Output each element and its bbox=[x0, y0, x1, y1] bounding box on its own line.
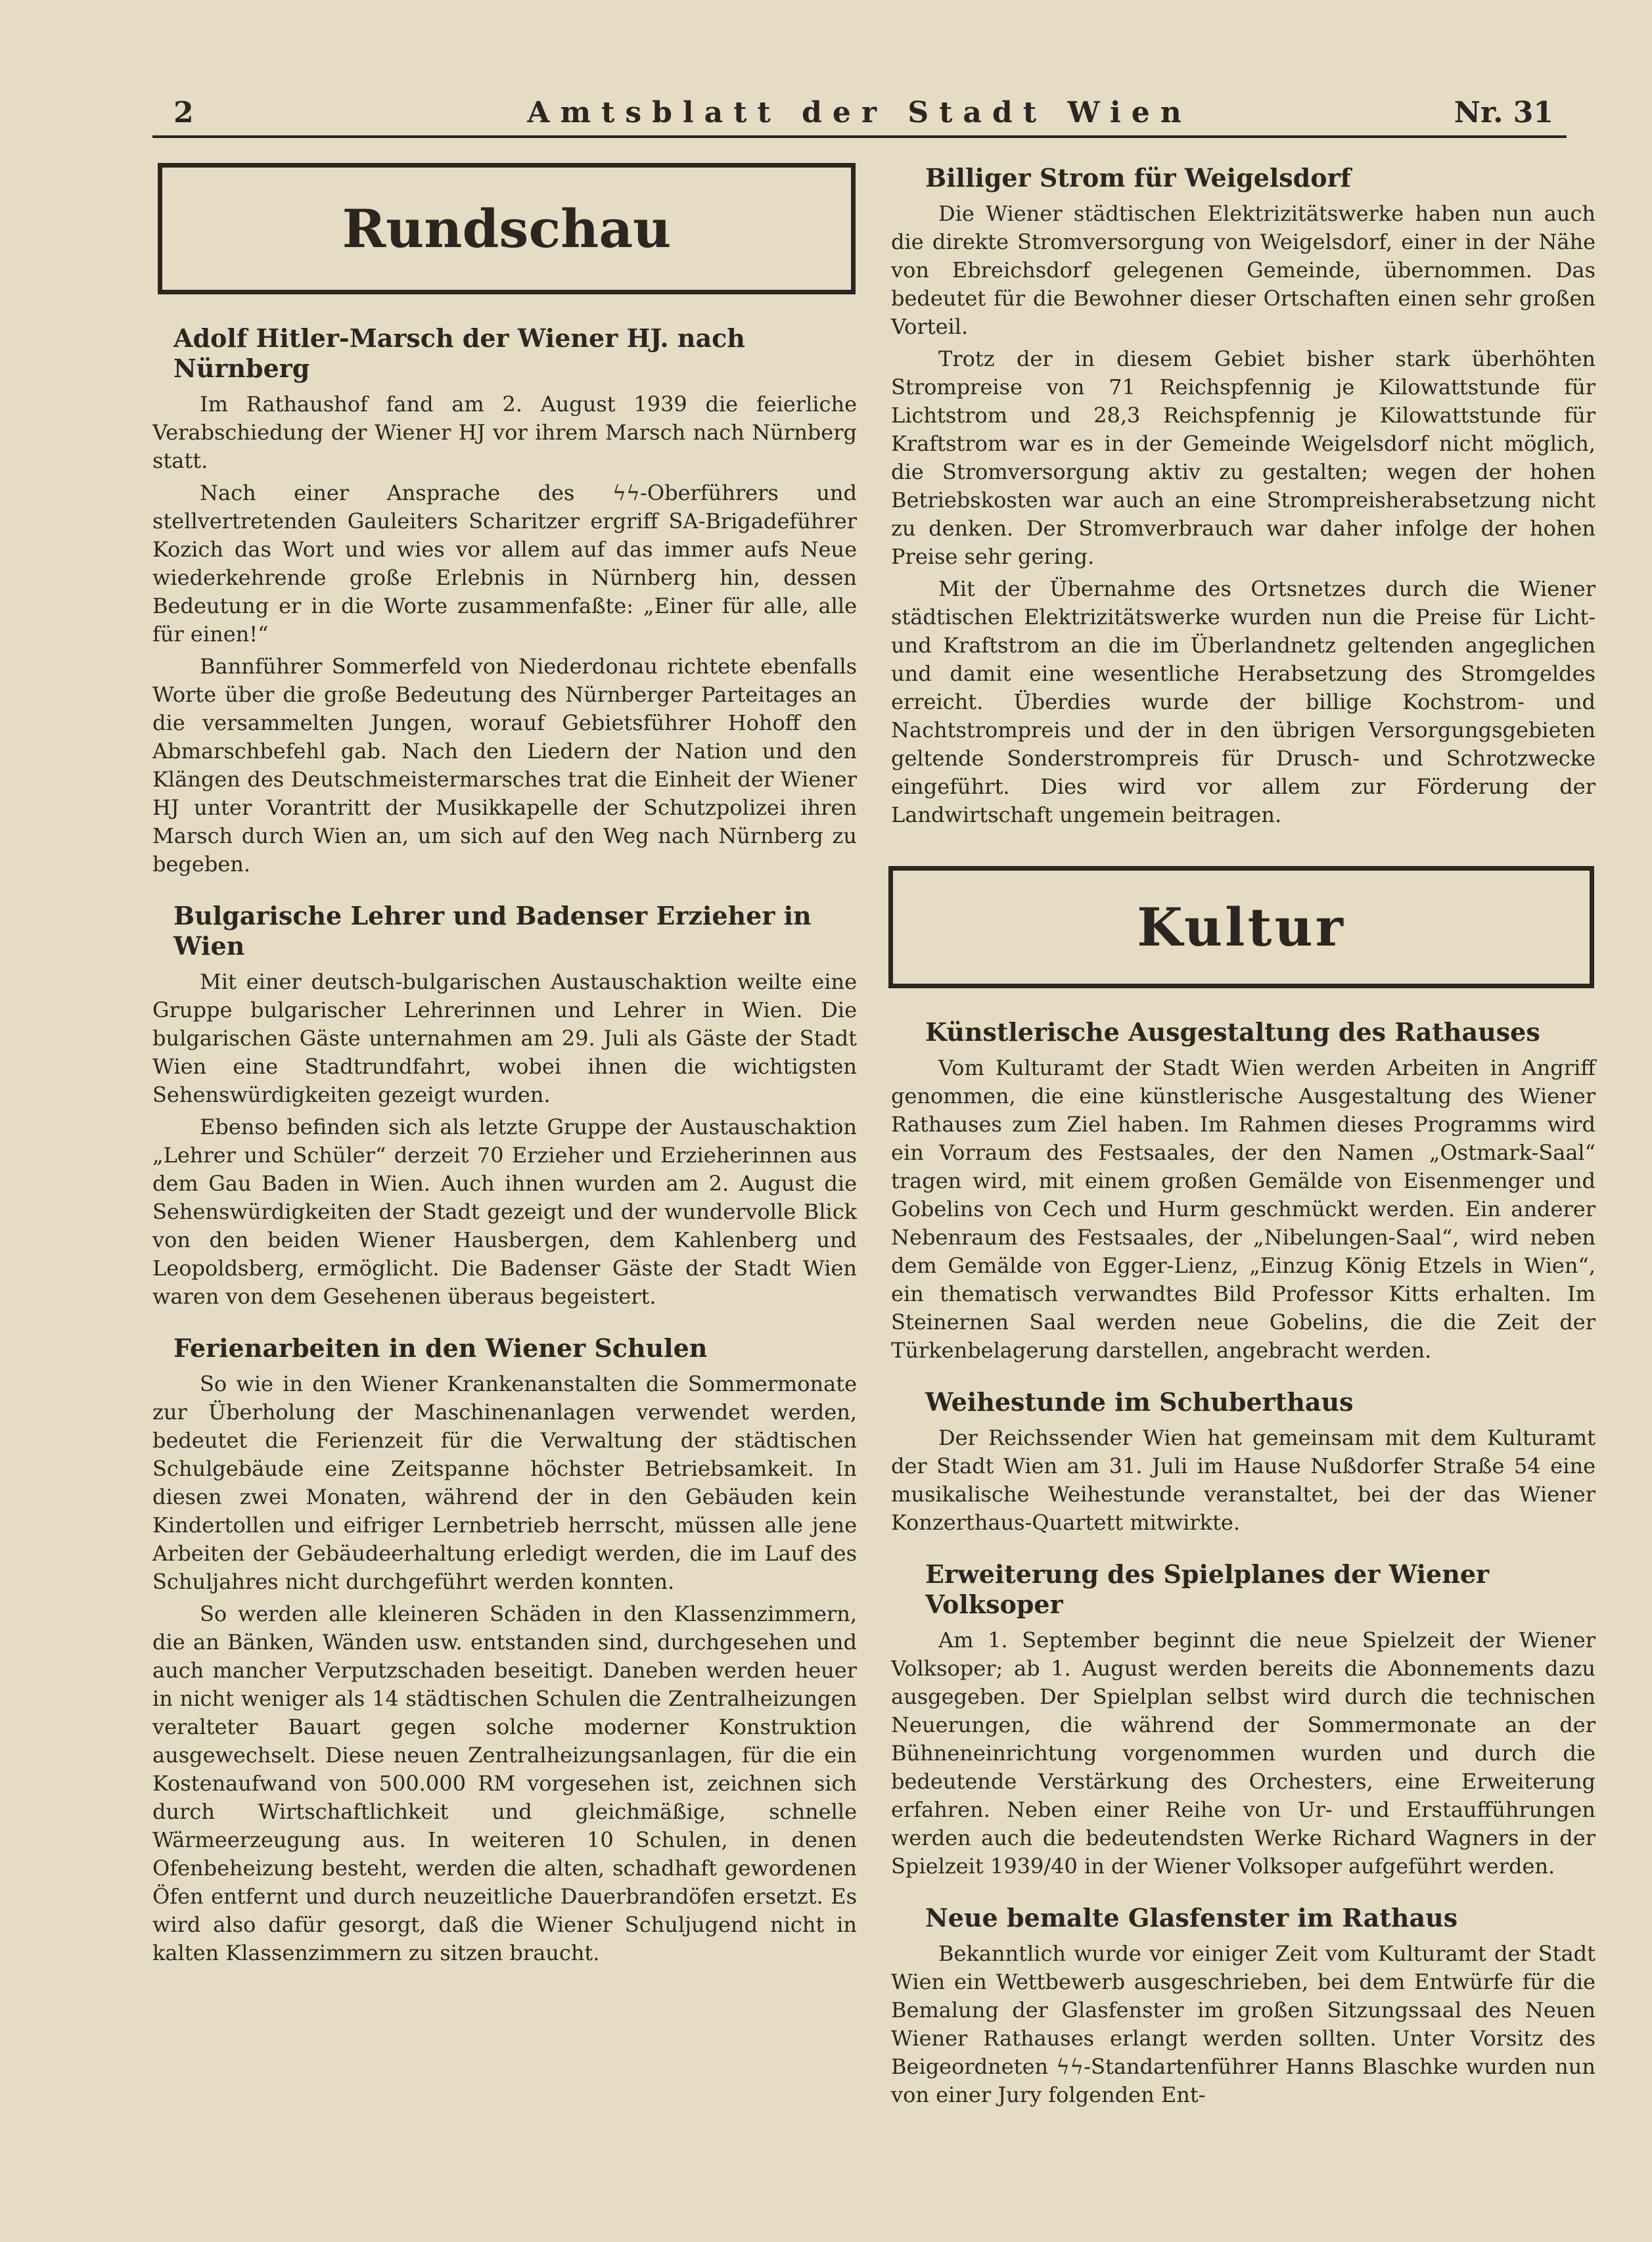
right-column bbox=[891, 163, 1595, 2132]
article bbox=[152, 901, 857, 1311]
article-paragraph: Nach einer Ansprache des ϟϟ-Oberführers und stellvertretenden Gauleiters Scharitzer ergriff SA-Brigadeführer Kozich das Wort und wies vor allem auf das immer aufs Neue wiederkehrende große Erlebnis in Nürnberg hin, dessen Bedeutung er in die Worte zusammenfaßte: „Einer für alle, alle für einen!“ bbox=[152, 480, 857, 647]
article-heading: Bulgarische Lehrer und Badenser Erzieher in Wien bbox=[173, 901, 812, 961]
article-paragraph: Der Reichssender Wien hat gemeinsam mit dem Kulturamt der Stadt Wien am 31. Juli im Hause Nußdorfer Straße 54 eine musikalische Weihestunde veranstaltet, bei der das Wiener Konzerthaus-Quartett mitwirkte. bbox=[891, 1425, 1595, 1535]
article-heading: Adolf Hitler-Marsch der Wiener HJ. nach Nürnberg bbox=[173, 323, 745, 383]
article-paragraph: Mit der Übernahme des Ortsnetzes durch die Wiener städtischen Elektrizitätswerke wurden nun die Preise für Licht- und Kraftstrom an die im Überlandnetz geltenden angeglichen und damit eine wesentliche Herabsetzung des Stromgeldes erreicht. Überdies wurde der billige Kochstrom- und Nachtstrompreis und der in den übrigen Versorgungsgebieten geltende Sonderstrompreis für Drusch- und Schrotzwecke eingeführt. Dies wird vor allem zur Förderung der Landwirtschaft ungemein beitragen. bbox=[891, 576, 1595, 827]
page-header bbox=[152, 92, 1567, 134]
section-title: Kultur bbox=[1137, 896, 1346, 958]
publication-title: Amtsblatt der Stadt Wien bbox=[527, 96, 1192, 129]
article-paragraph: Bekanntlich wurde vor einiger Zeit vom Kulturamt der Stadt Wien ein Wettbewerb ausgeschrieben, bei dem Entwürfe für die Bemalung der Glasfenster im großen Sitzungssaal des Neuen Wiener Rathauses erlangt werden sollten. Unter Vorsitz des Beigeordneten ϟϟ-Standartenführer Hanns Blaschke wurden nun von einer Jury folgenden Ent- bbox=[891, 1941, 1595, 2107]
section-box-rundschau bbox=[158, 163, 856, 294]
article-heading: Ferienarbeiten in den Wiener Schulen bbox=[173, 1333, 708, 1363]
article-paragraph: Im Rathaushof fand am 2. August 1939 die feierliche Verabschiedung der Wiener HJ vor ihrem Marsch nach Nürnberg statt. bbox=[152, 392, 857, 473]
article bbox=[891, 1017, 1595, 1365]
article bbox=[891, 163, 1595, 829]
article-paragraph: Vom Kulturamt der Stadt Wien werden Arbeiten in Angriff genommen, die eine künstlerische Ausgestaltung des Wiener Rathauses zum Ziel haben. Im Rahmen dieses Programms wird ein Vorraum des Festsaales, der den Namen „Ostmark-Saal“ tragen wird, mit einem großen Gemälde von Eisenmenger und Gobelins von Cech und Hurm geschmückt werden. Ein anderer Nebenraum des Festsaales, der „Nibelungen-Saal“, wird neben dem Gemälde von Egger-Lienz, „Einzug König Etzels in Wien“, ein thematisch verwandtes Bild Professor Kitts erhalten. Im Steinernen Saal werden neue Gobelins, die die Zeit der Türkenbelagerung darstellen, angebracht werden. bbox=[891, 1055, 1595, 1363]
article-heading: Billiger Strom für Weigelsdorf bbox=[925, 163, 1351, 193]
article bbox=[152, 1333, 857, 1967]
article bbox=[891, 1559, 1595, 1881]
article bbox=[891, 1903, 1595, 2109]
article-paragraph: Mit einer deutsch-bulgarischen Austauschaktion weilte eine Gruppe bulgarischer Lehrerinnen und Lehrer in Wien. Die bulgarischen Gäste unternahmen am 29. Juli als Gäste der Stadt Wien eine Stadtrundfahrt, wobei ihnen die wichtigsten Sehenswürdigkeiten gezeigt wurden. bbox=[152, 969, 857, 1107]
issue-number: Nr. 31 bbox=[1454, 96, 1553, 129]
article-paragraph: Am 1. September beginnt die neue Spielzeit der Wiener Volksoper; ab 1. August werden bereits die Abonnements dazu ausgegeben. Der Spielplan selbst wird durch die technischen Neuerungen, die während der Sommermonate an der Bühneneinrichtung vorgenommen wurden und durch die bedeutende Verstärkung des Orchesters, eine Erweiterung erfahren. Neben einer Reihe von Ur- und Erstaufführungen werden auch die bedeutendsten Werke Richard Wagners in der Spielzeit 1939/40 in der Wiener Volksoper aufgeführt werden. bbox=[891, 1628, 1595, 1879]
article bbox=[891, 1387, 1595, 1537]
header-rule bbox=[152, 135, 1567, 138]
article-heading: Weihestunde im Schuberthaus bbox=[925, 1387, 1354, 1417]
section-title: Rundschau bbox=[342, 198, 672, 260]
page-number: 2 bbox=[173, 96, 194, 129]
article-paragraph: So wie in den Wiener Krankenanstalten die Sommermonate zur Überholung der Maschinenanlagen verwendet werden, bedeutet die Ferienzeit für die Verwaltung der städtischen Schulgebäude eine Zeitspanne höchster Betriebsamkeit. In diesen zwei Monaten, während der in den Gebäuden kein Kindertollen und eifriger Lernbetrieb herrscht, müssen alle jene Arbeiten der Gebäudeerhaltung erledigt werden, die im Lauf des Schuljahres nicht durchgeführt werden konnten. bbox=[152, 1371, 857, 1594]
article-heading: Künstlerische Ausgestaltung des Rathauses bbox=[925, 1017, 1540, 1047]
article-paragraph: Die Wiener städtischen Elektrizitätswerke haben nun auch die direkte Stromversorgung von Weigelsdorf, einer in der Nähe von Ebreichsdorf gelegenen Gemeinde, übernommen. Das bedeutet für die Bewohner dieser Ortschaften einen sehr großen Vorteil. bbox=[891, 201, 1595, 339]
article-heading: Neue bemalte Glasfenster im Rathaus bbox=[925, 1903, 1458, 1933]
section-box-kultur bbox=[888, 866, 1594, 988]
article-heading: Erweiterung des Spielplanes der Wiener Volksoper bbox=[925, 1559, 1490, 1619]
article-paragraph: So werden alle kleineren Schäden in den Klassenzimmern, die an Bänken, Wänden usw. entstanden sind, durchgesehen und auch mancher Verputzschaden beseitigt. Daneben werden heuer in nicht weniger als 14 städtischen Schulen die Zentralheizungen veralteter Bauart gegen solche moderner Konstruktion ausgewechselt. Diese neuen Zentralheizungsanlagen, für die ein Kostenaufwand von 500.000 RM vorgesehen ist, zeichnen sich durch Wirtschaftlichkeit und gleichmäßige, schnelle Wärmeerzeugung aus. In weiteren 10 Schulen, in denen Ofenbeheizung besteht, werden die alten, schadhaft gewordenen Öfen entfernt und durch neuzeitliche Dauerbrandöfen ersetzt. Es wird also dafür gesorgt, daß die Wiener Schuljugend nicht in kalten Klassenzimmern zu sitzen braucht. bbox=[152, 1601, 857, 1965]
article bbox=[152, 323, 857, 879]
article-paragraph: Ebenso befinden sich als letzte Gruppe der Austauschaktion „Lehrer und Schüler“ derzeit 70 Erzieher und Erzieherinnen aus dem Gau Baden in Wien. Auch ihnen wurden am 2. August die Sehenswürdigkeiten der Stadt gezeigt und der wundervolle Blick von den beiden Wiener Hausbergen, dem Kahlenberg und Leopoldsberg, ermöglicht. Die Badenser Gäste der Stadt Wien waren von dem Gesehenen überaus begeistert. bbox=[152, 1114, 857, 1309]
left-column bbox=[152, 163, 857, 1990]
article-paragraph: Bannführer Sommerfeld von Niederdonau richtete ebenfalls Worte über die große Bedeutung des Nürnberger Parteitages an die versammelten Jungen, worauf Gebietsführer Hohoff den Abmarschbefehl gab. Nach den Liedern der Nation und den Klängen des Deutschmeistermarsches trat die Einheit der Wiener HJ unter Vorantritt der Musikkapelle der Schutzpolizei ihren Marsch durch Wien an, um sich auf den Weg nach Nürnberg zu begeben. bbox=[152, 654, 857, 877]
article-paragraph: Trotz der in diesem Gebiet bisher stark überhöhten Strompreise von 71 Reichspfennig je Kilowattstunde für Lichtstrom und 28,3 Reichspfennig je Kilowattstunde für Kraftstrom war es in der Gemeinde Weigelsdorf nicht möglich, die Stromversorgung aktiv zu gestalten; wegen der hohen Betriebskosten war auch an eine Strompreisherabsetzung nicht zu denken. Der Stromverbrauch war daher infolge der hohen Preise sehr gering. bbox=[891, 346, 1595, 569]
